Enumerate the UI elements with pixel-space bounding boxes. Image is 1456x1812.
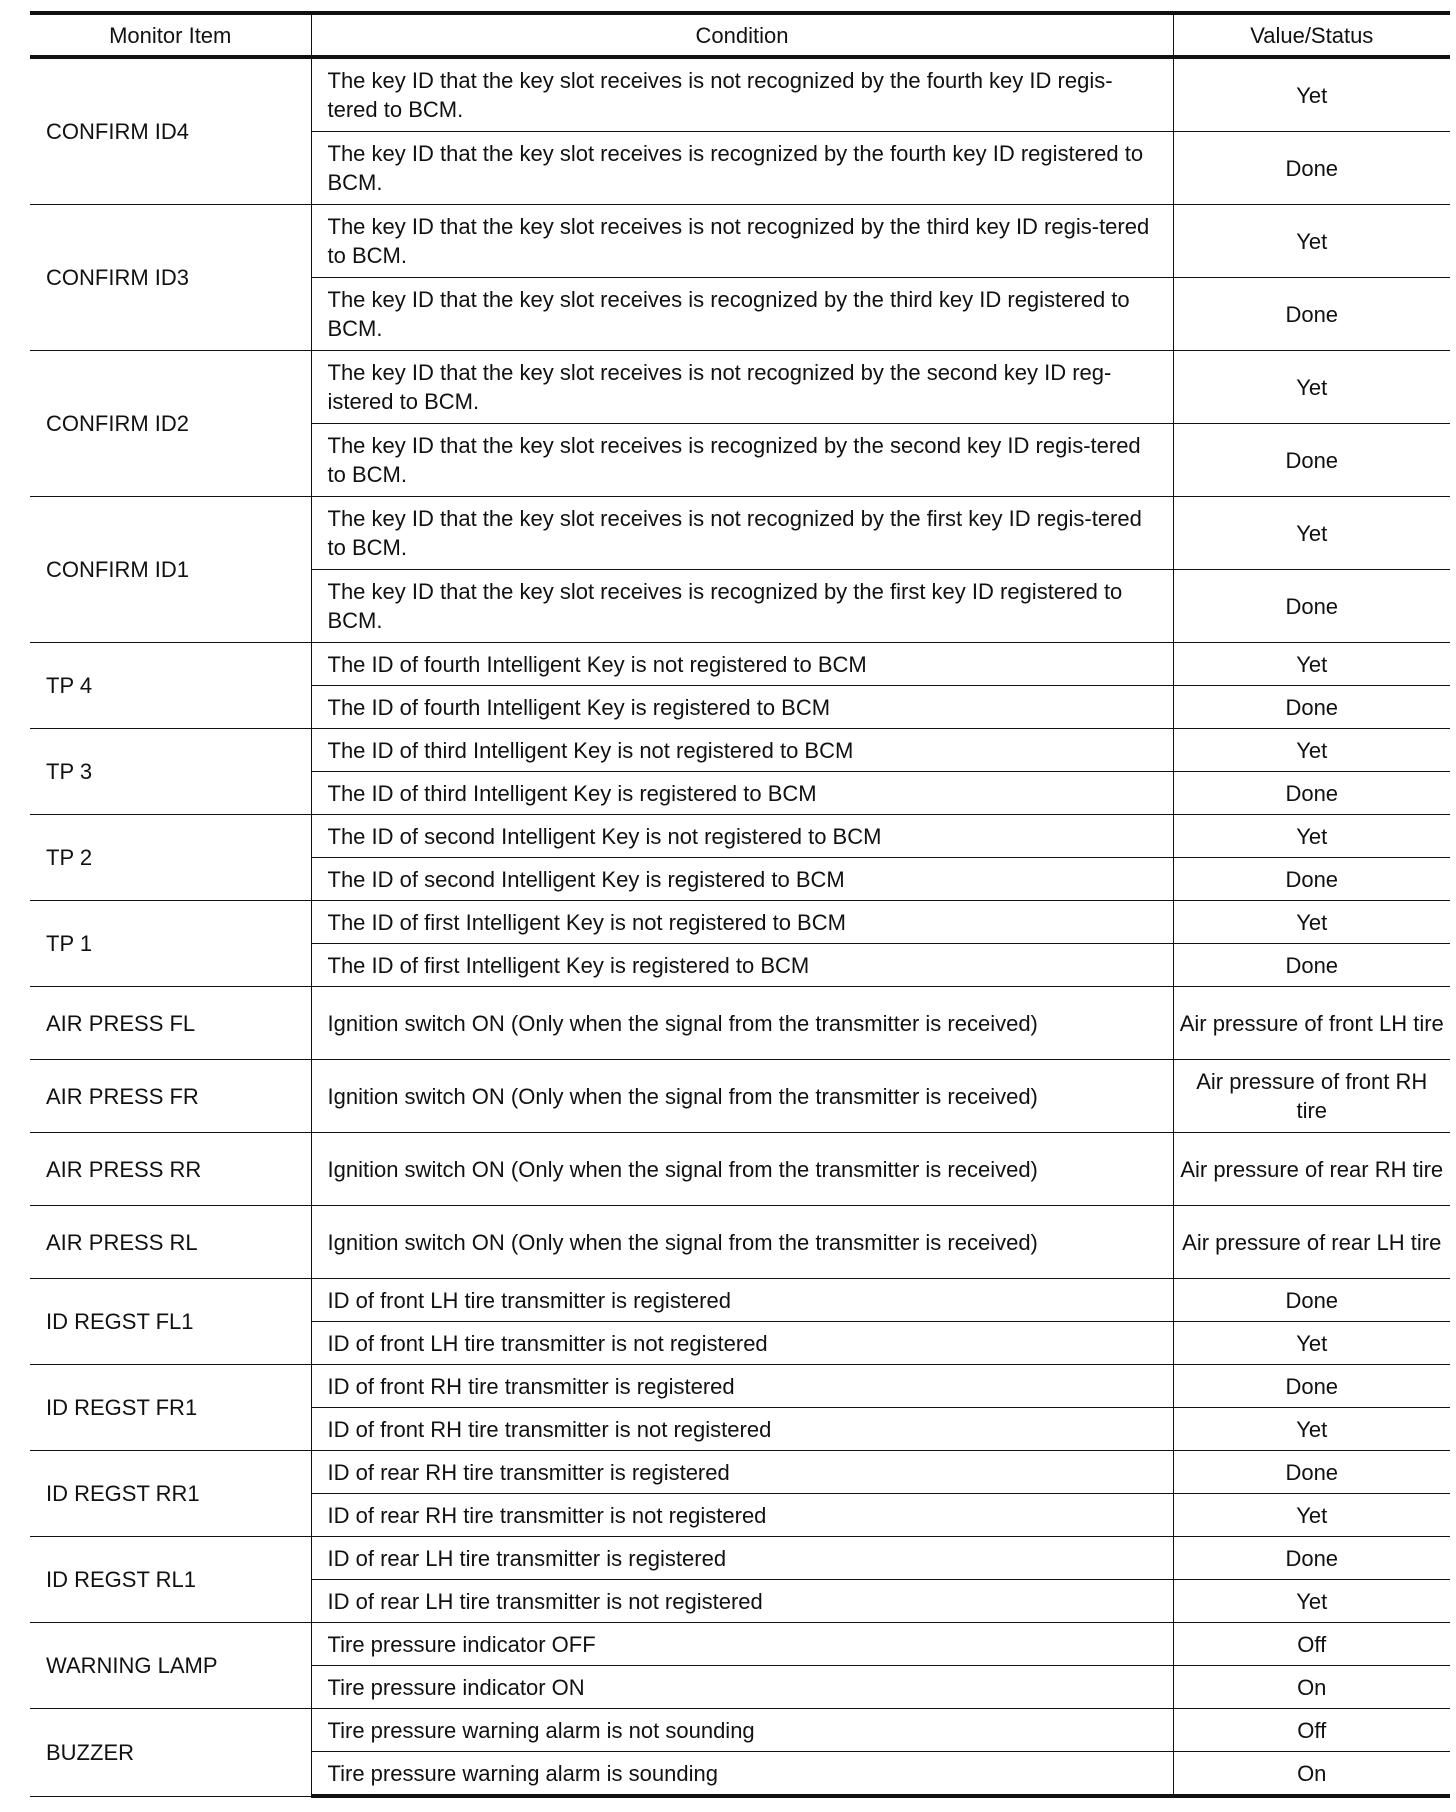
monitor-item-cell: TP 1 <box>30 901 311 987</box>
condition-cell: Tire pressure indicator ON <box>311 1666 1173 1709</box>
table-row <box>30 901 1450 944</box>
condition-cell: ID of front LH tire transmitter is not registered <box>311 1322 1173 1365</box>
condition-cell: The ID of third Intelligent Key is not registered to BCM <box>311 729 1173 772</box>
value-status-cell: Done <box>1173 424 1450 497</box>
table-row <box>30 351 1450 424</box>
condition-cell: Ignition switch ON (Only when the signal from the transmitter is received) <box>311 987 1173 1060</box>
condition-cell: Tire pressure warning alarm is sounding <box>311 1752 1173 1797</box>
condition-cell: ID of front RH tire transmitter is registered <box>311 1365 1173 1408</box>
condition-cell: ID of front RH tire transmitter is not registered <box>311 1408 1173 1451</box>
monitor-item-cell: WARNING LAMP <box>30 1623 311 1709</box>
monitor-item-cell: ID REGST RR1 <box>30 1451 311 1537</box>
value-status-cell: Done <box>1173 132 1450 205</box>
value-status-cell: Yet <box>1173 1580 1450 1623</box>
monitor-item-cell: TP 2 <box>30 815 311 901</box>
condition-cell: The ID of fourth Intelligent Key is not registered to BCM <box>311 643 1173 686</box>
value-status-cell: Yet <box>1173 643 1450 686</box>
monitor-item-cell: ID REGST FL1 <box>30 1279 311 1365</box>
table-row <box>30 1206 1450 1279</box>
table-row <box>30 815 1450 858</box>
table-row <box>30 729 1450 772</box>
monitor-item-cell: TP 4 <box>30 643 311 729</box>
monitor-item-cell: ID REGST FR1 <box>30 1365 311 1451</box>
table-row <box>30 1709 1450 1752</box>
condition-cell: The ID of third Intelligent Key is registered to BCM <box>311 772 1173 815</box>
table-row <box>30 643 1450 686</box>
condition-cell: The key ID that the key slot receives is not recognized by the fourth key ID regis-tered to BCM. <box>311 57 1173 132</box>
table-row <box>30 205 1450 278</box>
value-status-cell: Done <box>1173 686 1450 729</box>
monitor-item-cell: CONFIRM ID3 <box>30 205 311 351</box>
value-status-cell: Yet <box>1173 815 1450 858</box>
monitor-item-cell: ID REGST RL1 <box>30 1537 311 1623</box>
value-status-cell: Done <box>1173 858 1450 901</box>
table-row <box>30 1623 1450 1666</box>
condition-cell: Tire pressure warning alarm is not sounding <box>311 1709 1173 1752</box>
condition-cell: Ignition switch ON (Only when the signal from the transmitter is received) <box>311 1206 1173 1279</box>
condition-cell: The ID of second Intelligent Key is not registered to BCM <box>311 815 1173 858</box>
value-status-cell: Air pressure of rear RH tire <box>1173 1133 1450 1206</box>
value-status-cell: Air pressure of front LH tire <box>1173 987 1450 1060</box>
value-status-cell: Yet <box>1173 205 1450 278</box>
value-status-cell: Yet <box>1173 729 1450 772</box>
condition-cell: ID of front LH tire transmitter is registered <box>311 1279 1173 1322</box>
header-value-status: Value/Status <box>1173 13 1450 57</box>
monitor-item-cell: CONFIRM ID1 <box>30 497 311 643</box>
monitor-item-cell: CONFIRM ID2 <box>30 351 311 497</box>
value-status-cell: Yet <box>1173 57 1450 132</box>
table-row <box>30 1279 1450 1322</box>
table-row <box>30 1451 1450 1494</box>
monitor-item-cell: BUZZER <box>30 1709 311 1797</box>
table-row <box>30 1060 1450 1133</box>
condition-cell: The key ID that the key slot receives is not recognized by the first key ID regis-tered to BCM. <box>311 497 1173 570</box>
condition-cell: The ID of fourth Intelligent Key is registered to BCM <box>311 686 1173 729</box>
table-row <box>30 1537 1450 1580</box>
condition-cell: Ignition switch ON (Only when the signal from the transmitter is received) <box>311 1133 1173 1206</box>
value-status-cell: Done <box>1173 570 1450 643</box>
value-status-cell: Off <box>1173 1709 1450 1752</box>
value-status-cell: On <box>1173 1666 1450 1709</box>
table-row <box>30 987 1450 1060</box>
table-row <box>30 497 1450 570</box>
value-status-cell: Yet <box>1173 901 1450 944</box>
monitor-item-cell: AIR PRESS FL <box>30 987 311 1060</box>
monitor-item-cell: AIR PRESS RL <box>30 1206 311 1279</box>
monitor-item-cell: AIR PRESS RR <box>30 1133 311 1206</box>
value-status-cell: Yet <box>1173 1494 1450 1537</box>
header-condition: Condition <box>311 13 1173 57</box>
value-status-cell: Yet <box>1173 497 1450 570</box>
table-row <box>30 1133 1450 1206</box>
condition-cell: The key ID that the key slot receives is not recognized by the second key ID reg-istered to BCM. <box>311 351 1173 424</box>
condition-cell: The ID of second Intelligent Key is registered to BCM <box>311 858 1173 901</box>
condition-cell: Ignition switch ON (Only when the signal from the transmitter is received) <box>311 1060 1173 1133</box>
condition-cell: The key ID that the key slot receives is recognized by the first key ID registered to BCM. <box>311 570 1173 643</box>
value-status-cell: Done <box>1173 1451 1450 1494</box>
value-status-cell: Air pressure of rear LH tire <box>1173 1206 1450 1279</box>
condition-cell: ID of rear RH tire transmitter is registered <box>311 1451 1173 1494</box>
condition-cell: ID of rear LH tire transmitter is registered <box>311 1537 1173 1580</box>
table-row <box>30 57 1450 132</box>
value-status-cell: Done <box>1173 772 1450 815</box>
monitor-table <box>30 11 1450 1798</box>
condition-cell: ID of rear LH tire transmitter is not registered <box>311 1580 1173 1623</box>
value-status-cell: Done <box>1173 278 1450 351</box>
value-status-cell: Yet <box>1173 1322 1450 1365</box>
table-row <box>30 1365 1450 1408</box>
value-status-cell: Done <box>1173 1365 1450 1408</box>
monitor-item-cell: CONFIRM ID4 <box>30 57 311 205</box>
condition-cell: The key ID that the key slot receives is not recognized by the third key ID regis-tered to BCM. <box>311 205 1173 278</box>
condition-cell: The key ID that the key slot receives is recognized by the third key ID registered to BCM. <box>311 278 1173 351</box>
value-status-cell: Air pressure of front RH tire <box>1173 1060 1450 1133</box>
table-body <box>30 57 1450 1796</box>
value-status-cell: Yet <box>1173 1408 1450 1451</box>
condition-cell: The key ID that the key slot receives is recognized by the second key ID regis-tered to BCM. <box>311 424 1173 497</box>
monitor-item-cell: TP 3 <box>30 729 311 815</box>
header-monitor-item: Monitor Item <box>30 13 311 57</box>
value-status-cell: On <box>1173 1752 1450 1797</box>
condition-cell: Tire pressure indicator OFF <box>311 1623 1173 1666</box>
condition-cell: The ID of first Intelligent Key is not registered to BCM <box>311 901 1173 944</box>
value-status-cell: Off <box>1173 1623 1450 1666</box>
condition-cell: The ID of first Intelligent Key is registered to BCM <box>311 944 1173 987</box>
condition-cell: ID of rear RH tire transmitter is not registered <box>311 1494 1173 1537</box>
header-row <box>30 13 1450 57</box>
value-status-cell: Done <box>1173 1537 1450 1580</box>
condition-cell: The key ID that the key slot receives is recognized by the fourth key ID registered to BCM. <box>311 132 1173 205</box>
monitor-item-cell: AIR PRESS FR <box>30 1060 311 1133</box>
value-status-cell: Yet <box>1173 351 1450 424</box>
value-status-cell: Done <box>1173 1279 1450 1322</box>
value-status-cell: Done <box>1173 944 1450 987</box>
